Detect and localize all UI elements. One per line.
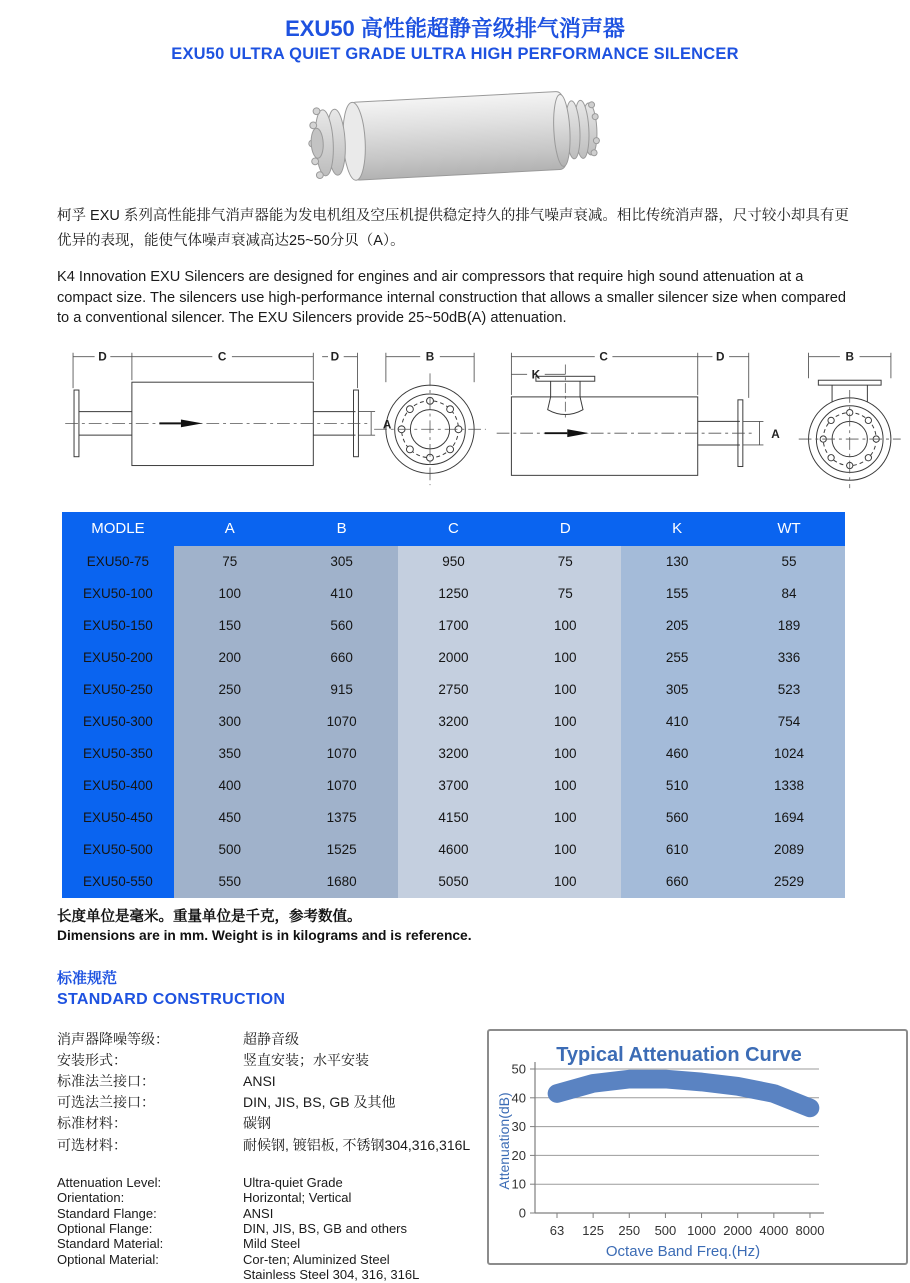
- intro-paragraph-zh: 柯孚 EXU 系列高性能排气消声器能为发电机组及空压机提供稳定持久的排气噪声衰减。相比传统消声器，尺寸较小却具有更优异的表现，能使气体噪声衰减高达25~50分贝（A）。: [57, 208, 849, 249]
- model-cell: EXU50-550: [62, 866, 174, 898]
- y-axis-label: Attenuation(dB): [496, 1091, 512, 1190]
- spec-value: 耐候钢, 镀铝板, 不锈钢304,316,316L: [243, 1136, 471, 1153]
- chart-title: Typical Attenuation Curve: [556, 1043, 802, 1066]
- table-cell: 2529: [733, 866, 845, 898]
- dim-label-k1: K: [531, 367, 541, 381]
- table-cell: 610: [621, 834, 733, 866]
- column-header: B: [286, 512, 398, 546]
- table-row: [62, 866, 845, 898]
- table-cell: 915: [286, 674, 398, 706]
- spec-label: 安装形式：: [57, 1051, 127, 1068]
- x-tick-label: 125: [582, 1222, 604, 1238]
- section-heading-en: STANDARD CONSTRUCTION: [57, 990, 286, 1008]
- table-cell: 1070: [286, 738, 398, 770]
- table-cell: 1070: [286, 770, 398, 802]
- page-title: EXU50 高性能超静音级排气消声器: [285, 16, 625, 41]
- dim-label-d3: D: [716, 350, 725, 364]
- table-row: [62, 546, 845, 578]
- y-tick-label: 30: [511, 1118, 526, 1134]
- table-cell: 1070: [286, 706, 398, 738]
- model-cell: EXU50-350: [62, 738, 174, 770]
- table-cell: 410: [621, 706, 733, 738]
- table-cell: 500: [174, 834, 286, 866]
- x-tick-label: 63: [549, 1222, 565, 1238]
- table-cell: 100: [509, 610, 621, 642]
- table-cell: 400: [174, 770, 286, 802]
- attenuation-band: [557, 1079, 810, 1108]
- spec-label: Optional Flange:: [57, 1220, 153, 1236]
- table-cell: 84: [733, 578, 845, 610]
- table-cell: 100: [509, 674, 621, 706]
- table-cell: 1700: [398, 610, 510, 642]
- dim-label-c2: C: [599, 350, 608, 364]
- spec-value: Mild Steel: [243, 1236, 301, 1252]
- table-cell: 3200: [398, 706, 510, 738]
- dim-label-a1: A: [382, 417, 392, 431]
- table-cell: 523: [733, 674, 845, 706]
- table-cell: 5050: [398, 866, 510, 898]
- column-header: MODLE: [62, 512, 174, 546]
- spec-label: Standard Flange:: [57, 1205, 157, 1221]
- spec-row: [57, 1092, 487, 1113]
- dimension-drawings-svg: [57, 341, 905, 493]
- table-row: [62, 674, 845, 706]
- table-cell: 1024: [733, 738, 845, 770]
- spec-list: [57, 1029, 487, 1283]
- spec-value: Ultra-quiet Grade: [243, 1174, 343, 1190]
- column-header: D: [509, 512, 621, 546]
- table-cell: 100: [509, 866, 621, 898]
- table-cell: 100: [509, 642, 621, 674]
- page-subtitle: EXU50 ULTRA QUIET GRADE ULTRA HIGH PERFORMANCE SILENCER: [171, 45, 739, 63]
- table-cell: 450: [174, 802, 286, 834]
- table-row: [62, 578, 845, 610]
- y-tick-label: 20: [511, 1147, 526, 1163]
- table-cell: 560: [621, 802, 733, 834]
- model-cell: EXU50-250: [62, 674, 174, 706]
- spec-row: [57, 1221, 487, 1236]
- table-cell: 1525: [286, 834, 398, 866]
- table-cell: 130: [621, 546, 733, 578]
- column-header: C: [398, 512, 510, 546]
- table-cell: 4600: [398, 834, 510, 866]
- table-cell: 205: [621, 610, 733, 642]
- model-cell: EXU50-400: [62, 770, 174, 802]
- table-cell: 550: [174, 866, 286, 898]
- table-cell: 189: [733, 610, 845, 642]
- table-cell: 350: [174, 738, 286, 770]
- y-tick-label: 10: [511, 1176, 526, 1192]
- spec-list-en: [57, 1175, 487, 1283]
- column-header: A: [174, 512, 286, 546]
- spec-row: [57, 1029, 487, 1050]
- spec-label: Standard Material:: [57, 1236, 164, 1252]
- dim-label-b1: B: [425, 350, 435, 364]
- spec-label: [57, 1267, 243, 1282]
- table-row: [62, 802, 845, 834]
- table-cell: 1338: [733, 770, 845, 802]
- spec-row: [57, 1135, 487, 1156]
- spec-value: ANSI: [243, 1205, 274, 1221]
- spec-value: DIN, JIS, BS, GB and others: [243, 1220, 408, 1236]
- attenuation-chart: [487, 1029, 908, 1265]
- model-cell: EXU50-75: [62, 546, 174, 578]
- spec-label: 标准法兰接口：: [57, 1072, 155, 1089]
- spec-value: Stainless Steel 304, 316, 316L: [243, 1267, 420, 1283]
- table-cell: 2000: [398, 642, 510, 674]
- model-cell: EXU50-150: [62, 610, 174, 642]
- spec-row: [57, 1252, 487, 1267]
- spec-row: [57, 1267, 487, 1282]
- table-cell: 75: [509, 546, 621, 578]
- table-cell: 410: [286, 578, 398, 610]
- spec-value: Cor-ten; Aluminized Steel: [243, 1251, 390, 1267]
- x-tick-label: 4000: [759, 1222, 789, 1238]
- spec-value: DIN, JIS, BS, GB 及其他: [243, 1094, 396, 1111]
- spec-value: ANSI: [243, 1072, 276, 1089]
- table-row: [62, 770, 845, 802]
- x-tick-label: 8000: [795, 1222, 825, 1238]
- dim-label-d1: D: [98, 350, 107, 364]
- table-cell: 100: [509, 770, 621, 802]
- column-header: WT: [733, 512, 845, 546]
- table-cell: 305: [621, 674, 733, 706]
- dim-label-a2: A: [771, 427, 780, 441]
- section-heading-zh: 标准规范: [57, 969, 118, 987]
- intro-paragraph-en: K4 Innovation EXU Silencers are designed for engines and air compressors that require high sound attenuation at a compact size. The silencers use high-performance internal construction that allows a smaller silencer size when compared to a conventional silencer. The EXU Silencers provide 25~50dB(A) attenuation.: [57, 269, 846, 326]
- table-cell: 1250: [398, 578, 510, 610]
- spec-value: Horizontal; Vertical: [243, 1190, 352, 1206]
- spec-label: 可选法兰接口：: [57, 1094, 155, 1111]
- spec-row: [57, 1190, 487, 1205]
- model-cell: EXU50-300: [62, 706, 174, 738]
- table-cell: 100: [174, 578, 286, 610]
- table-cell: 950: [398, 546, 510, 578]
- y-tick-label: 40: [511, 1089, 526, 1105]
- table-cell: 2089: [733, 834, 845, 866]
- x-axis-label: Octave Band Freq.(Hz): [605, 1242, 761, 1260]
- table-cell: 255: [621, 642, 733, 674]
- spec-value: 碳钢: [243, 1115, 271, 1132]
- table-cell: 305: [286, 546, 398, 578]
- table-cell: 75: [174, 546, 286, 578]
- spec-list-zh: [57, 1029, 487, 1156]
- spec-value: 超静音级: [243, 1030, 299, 1047]
- table-cell: 250: [174, 674, 286, 706]
- table-cell: 75: [509, 578, 621, 610]
- table-cell: 754: [733, 706, 845, 738]
- x-tick-label: 1000: [687, 1222, 717, 1238]
- y-tick-label: 0: [518, 1205, 526, 1220]
- spec-label: Attenuation Level:: [57, 1174, 162, 1190]
- table-cell: 1694: [733, 802, 845, 834]
- table-cell: 510: [621, 770, 733, 802]
- table-cell: 200: [174, 642, 286, 674]
- table-cell: 560: [286, 610, 398, 642]
- model-cell: EXU50-200: [62, 642, 174, 674]
- spec-label: 可选材料：: [57, 1136, 127, 1153]
- spec-row: [57, 1206, 487, 1221]
- dimension-drawings: [57, 341, 910, 498]
- table-cell: 3200: [398, 738, 510, 770]
- spec-label: Orientation:: [57, 1190, 125, 1206]
- table-cell: 55: [733, 546, 845, 578]
- model-cell: EXU50-500: [62, 834, 174, 866]
- table-cell: 300: [174, 706, 286, 738]
- dim-label-d2: D: [330, 350, 340, 364]
- model-cell: EXU50-100: [62, 578, 174, 610]
- table-header-row: [62, 512, 845, 546]
- spec-value: 竖直安装；水平安装: [243, 1051, 369, 1068]
- table-cell: 155: [621, 578, 733, 610]
- spec-label: 标准材料：: [57, 1115, 127, 1132]
- x-tick-label: 250: [618, 1222, 641, 1238]
- product-photo: [0, 80, 910, 192]
- x-tick-label: 2000: [723, 1222, 753, 1238]
- spec-row: [57, 1175, 487, 1190]
- spec-row: [57, 1071, 487, 1092]
- table-cell: 100: [509, 834, 621, 866]
- table-cell: 336: [733, 642, 845, 674]
- table-cell: 100: [509, 738, 621, 770]
- model-cell: EXU50-450: [62, 802, 174, 834]
- table-row: [62, 610, 845, 642]
- table-cell: 100: [509, 802, 621, 834]
- table-cell: 1375: [286, 802, 398, 834]
- table-cell: 660: [286, 642, 398, 674]
- spec-label: 消声器降噪等级：: [57, 1030, 169, 1047]
- table-cell: 100: [509, 706, 621, 738]
- table-row: [62, 738, 845, 770]
- table-row: [62, 706, 845, 738]
- table-row: [62, 834, 845, 866]
- y-tick-label: 50: [511, 1061, 526, 1076]
- table-cell: 460: [621, 738, 733, 770]
- table-cell: 660: [621, 866, 733, 898]
- spec-row: [57, 1236, 487, 1251]
- dim-label-c1: C: [217, 350, 227, 364]
- table-row: [62, 642, 845, 674]
- silencer-photo-render: [290, 80, 620, 192]
- spec-row: [57, 1113, 487, 1134]
- table-cell: 2750: [398, 674, 510, 706]
- table-cell: 4150: [398, 802, 510, 834]
- spec-label: Optional Material:: [57, 1251, 159, 1267]
- table-cell: 1680: [286, 866, 398, 898]
- table-note-en: Dimensions are in mm. Weight is in kilograms and is reference.: [57, 927, 472, 943]
- column-header: K: [621, 512, 733, 546]
- x-tick-label: 500: [654, 1222, 677, 1238]
- datasheet-page: [0, 12, 910, 1283]
- table-cell: 150: [174, 610, 286, 642]
- table-cell: 3700: [398, 770, 510, 802]
- table-note-zh: 长度单位是毫米。重量单位是千克，参考数值。: [57, 908, 362, 925]
- spec-row: [57, 1050, 487, 1071]
- dim-label-b2: B: [845, 350, 854, 364]
- dimensions-table: [62, 512, 845, 898]
